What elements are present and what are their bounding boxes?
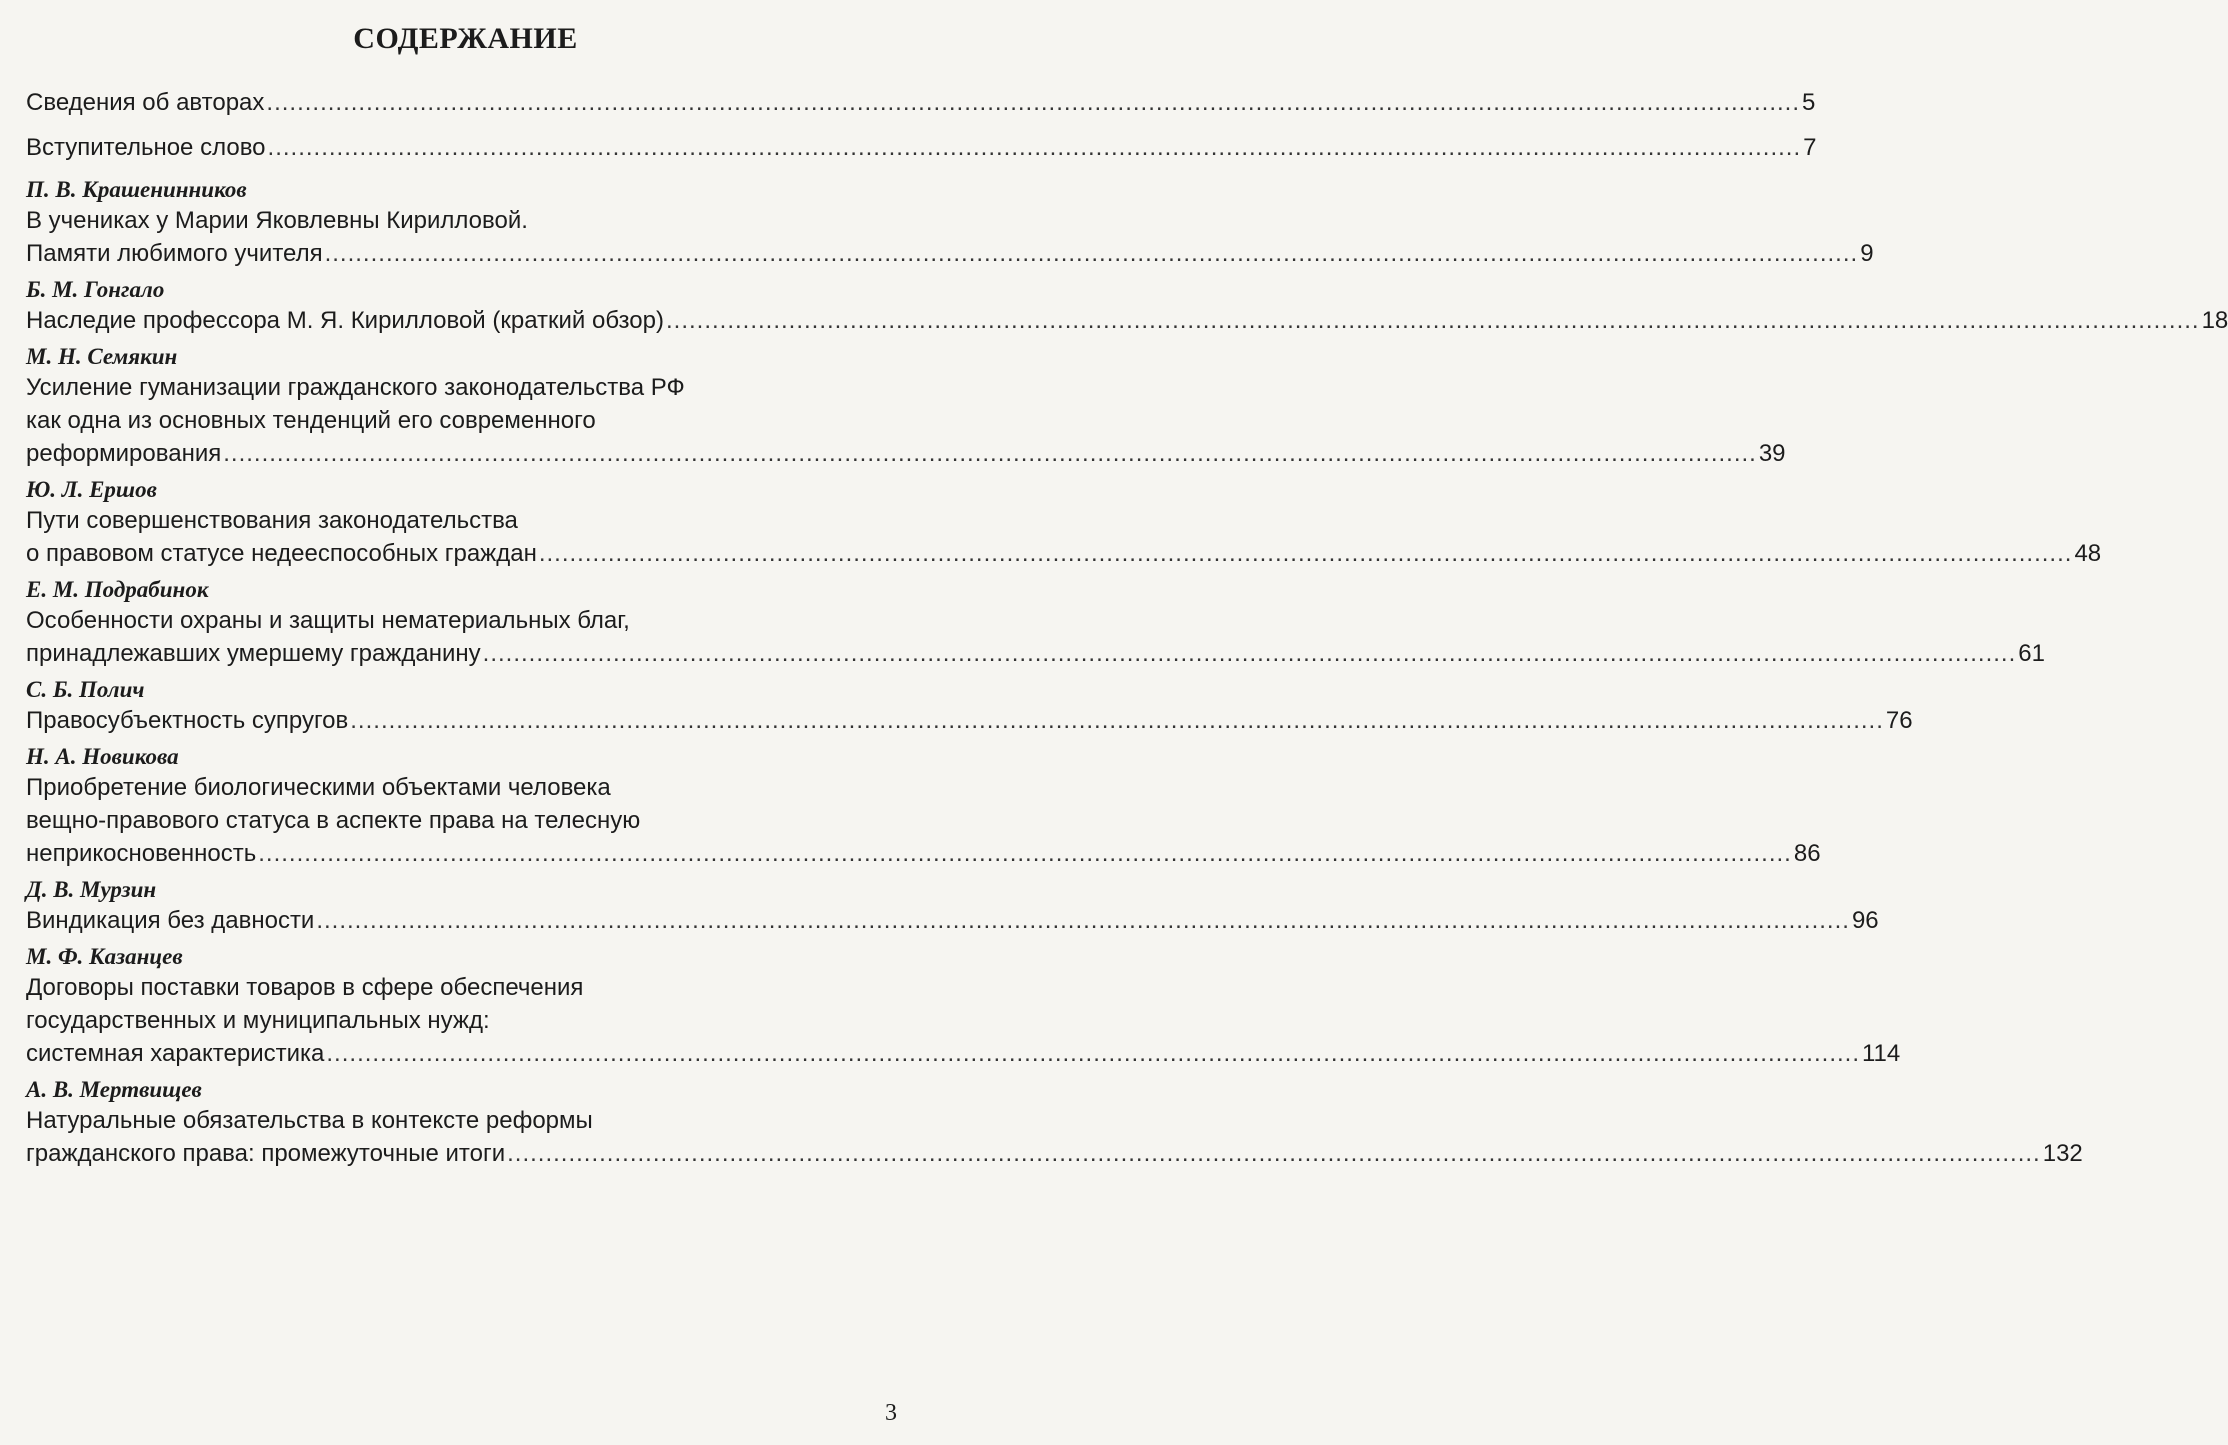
entry-title-line: вещно-правового статуса в аспекте права на телесную	[26, 807, 641, 834]
entry-page-number: 114	[1861, 1040, 1901, 1067]
entry-title-line: Особенности охраны и защиты нематериальных благ,	[26, 607, 630, 634]
toc-entry	[26, 276, 2228, 337]
entry-title-line: Усиление гуманизации гражданского законодательства РФ	[26, 374, 685, 401]
toc-entry	[26, 576, 2045, 670]
entry-page-number: 5	[1802, 89, 1816, 116]
entry-title-line-with-page	[26, 237, 1874, 270]
toc-entry	[26, 1076, 2083, 1170]
page-number: 3	[885, 1400, 897, 1426]
dot-leader: ........................................................................................................................................................................................................	[538, 540, 2073, 567]
entry-page-number: 86	[1793, 840, 1821, 867]
toc-entry	[26, 86, 1816, 119]
entry-page-number: 96	[1851, 907, 1879, 934]
entry-page-number: 7	[1803, 134, 1817, 161]
entry-author: Ю. Л. Ершов	[26, 477, 157, 502]
dot-leader: ........................................................................................................................................................................................................	[665, 307, 2200, 334]
dot-leader: ........................................................................................................................................................................................................	[258, 840, 1792, 867]
toc-entry	[26, 476, 2102, 570]
entry-author: Д. В. Мурзин	[26, 877, 157, 902]
entry-title-line: о правовом статусе недееспособных граждан	[26, 540, 537, 567]
entry-title-line: неприкосновенность	[26, 840, 257, 867]
entry-page-number: 18	[2201, 307, 2228, 334]
entry-author: Е. М. Подрабинок	[26, 577, 209, 602]
entry-page-number: 48	[2074, 540, 2102, 567]
entry-title-line: как одна из основных тенденций его современного	[26, 407, 596, 434]
entry-author: П. В. Крашенинников	[26, 177, 247, 202]
entry-title-line: системная характеристика	[26, 1040, 325, 1067]
entry-title-line-with-page	[26, 131, 1817, 164]
page-title: СОДЕРЖАНИЕ	[353, 22, 578, 55]
entry-title-line: Натуральные обязательства в контексте реформы	[26, 1107, 593, 1134]
dot-leader: ........................................................................................................................................................................................................	[266, 89, 1800, 116]
dot-leader: ........................................................................................................................................................................................................	[324, 240, 1859, 267]
entry-title-line: гражданского права: промежуточные итоги	[26, 1140, 506, 1167]
entry-author: Н. А. Новикова	[26, 744, 179, 769]
entry-title-line-with-page	[26, 837, 1821, 870]
entry-title-line-with-page	[26, 704, 1913, 737]
toc-entry	[26, 943, 1901, 1070]
entry-title-line: принадлежавших умершему гражданину	[26, 640, 481, 667]
entry-title-line: Приобретение биологическими объектами человека	[26, 774, 611, 801]
entry-title-line-with-page	[26, 437, 1786, 470]
entry-title-line-with-page	[26, 637, 2045, 670]
entry-title-line-with-page	[26, 86, 1816, 119]
dot-leader: ........................................................................................................................................................................................................	[350, 707, 1884, 734]
entry-page-number: 61	[2018, 640, 2045, 667]
toc-entry	[26, 131, 1817, 164]
toc-entry	[26, 676, 1913, 737]
entry-title-line: Пути совершенствования законодательства	[26, 507, 518, 534]
entry-page-number: 76	[1885, 707, 1913, 734]
dot-leader: ........................................................................................................................................................................................................	[223, 440, 1757, 467]
dot-leader: ........................................................................................................................................................................................................	[316, 907, 1850, 934]
table-of-contents	[26, 86, 2228, 1176]
entry-title-line-with-page	[26, 1137, 2083, 1170]
entry-title-line: Виндикация без давности	[26, 907, 315, 934]
toc-entry	[26, 876, 1879, 937]
entry-page-number: 39	[1758, 440, 1786, 467]
toc-entry	[26, 343, 1786, 470]
toc-entry	[26, 743, 1821, 870]
entry-title-line: Наследие профессора М. Я. Кирилловой (краткий обзор)	[26, 307, 664, 334]
entry-title-line: Вступительное слово	[26, 134, 266, 161]
entry-page-number: 9	[1860, 240, 1874, 267]
entry-page-number: 132	[2042, 1140, 2083, 1167]
entry-title-line-with-page	[26, 304, 2228, 337]
dot-leader: ........................................................................................................................................................................................................	[326, 1040, 1860, 1067]
entry-author: А. В. Мертвищев	[26, 1077, 202, 1102]
entry-author: Б. М. Гонгало	[26, 277, 165, 302]
entry-title-line: Правосубъектность супругов	[26, 707, 349, 734]
entry-author: С. Б. Полич	[26, 677, 145, 702]
entry-author: М. Н. Семякин	[26, 344, 178, 369]
entry-title-line: Договоры поставки товаров в сфере обеспечения	[26, 974, 584, 1001]
entry-title-line-with-page	[26, 904, 1879, 937]
entry-title-line: реформирования	[26, 440, 222, 467]
entry-title-line-with-page	[26, 1037, 1901, 1070]
entry-title-line: Сведения об авторах	[26, 89, 265, 116]
entry-title-line: В учениках у Марии Яковлевны Кирилловой.	[26, 207, 528, 234]
toc-entry	[26, 176, 1874, 270]
dot-leader: ........................................................................................................................................................................................................	[482, 640, 2017, 667]
dot-leader: ........................................................................................................................................................................................................	[507, 1140, 2041, 1167]
entry-title-line-with-page	[26, 537, 2102, 570]
entry-author: М. Ф. Казанцев	[26, 944, 183, 969]
entry-title-line: Памяти любимого учителя	[26, 240, 323, 267]
dot-leader: ........................................................................................................................................................................................................	[267, 134, 1802, 161]
entry-title-line: государственных и муниципальных нужд:	[26, 1007, 490, 1034]
